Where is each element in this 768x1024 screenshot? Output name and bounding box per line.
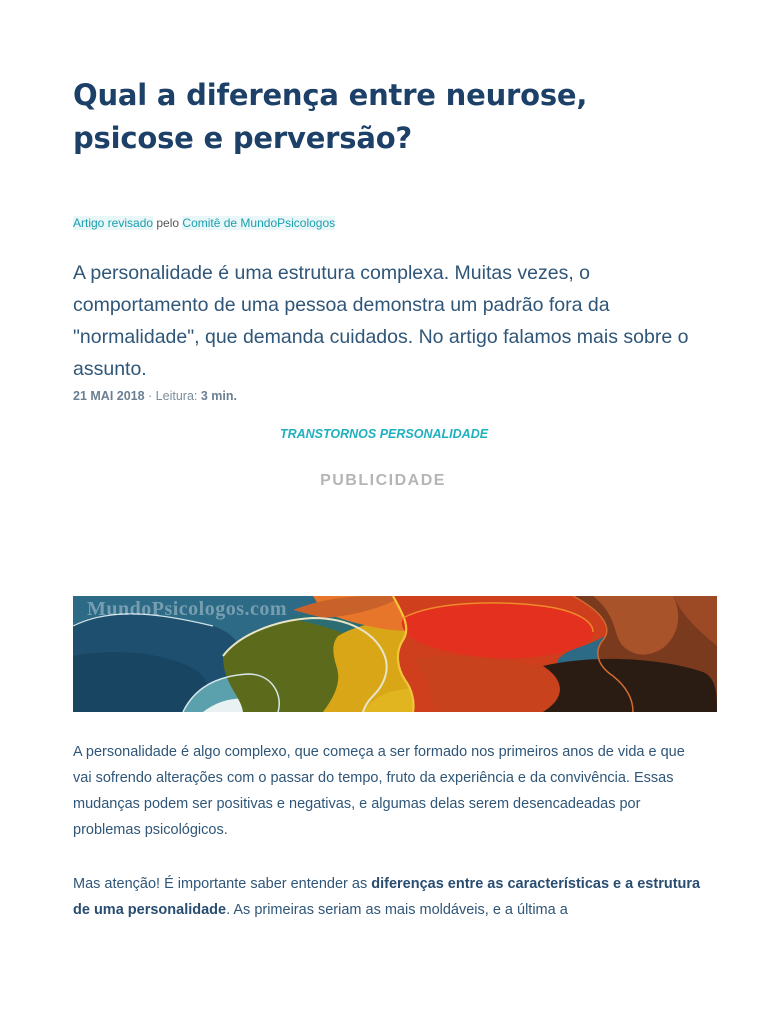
article-title: Qual a diferença entre neurose, psicose e perversão?	[73, 78, 588, 155]
body-paragraph-2	[73, 871, 703, 923]
committee-link[interactable]: Comitê de MundoPsicologos	[182, 216, 336, 230]
review-by-word: pelo	[153, 216, 183, 230]
paragraph-2-start: Mas atenção! É importante saber entender as	[73, 876, 372, 892]
hero-image	[73, 596, 717, 712]
body-paragraph-1: A personalidade é algo complexo, que começa a ser formado nos primeiros anos de vida e que vai sofrendo alterações com o passar do tempo, fruto da experiência e da convivência. Essas mudanças podem ser positivas e negativas, e algumas delas serem desencadeadas por problemas psicológicos.	[73, 744, 685, 838]
publish-date: 21 MAI 2018	[73, 389, 145, 403]
advertisement-label: PUBLICIDADE	[320, 472, 446, 489]
hero-watermark: MundoPsicologos.com	[87, 598, 288, 620]
article-meta	[73, 388, 237, 404]
paragraph-2-emphasis: diferenças entre as características e a estrutura de uma personalidade	[73, 876, 701, 918]
review-line	[73, 215, 335, 231]
read-time-label: · Leitura:	[144, 389, 201, 403]
revised-article-link[interactable]: Artigo revisado	[73, 216, 154, 230]
article-lead: A personalidade é uma estrutura complexa. Muitas vezes, o comportamento de uma pessoa demonstra um padrão fora da "normalidade", que demanda cuidados. No artigo falamos mais sobre o assunto.	[73, 262, 689, 380]
category-tag-link[interactable]: TRANSTORNOS PERSONALIDADE	[279, 427, 489, 441]
read-time: 3 min.	[200, 389, 237, 403]
paragraph-2-end: . As primeiras seriam as mais moldáveis, e a última a	[226, 902, 568, 918]
